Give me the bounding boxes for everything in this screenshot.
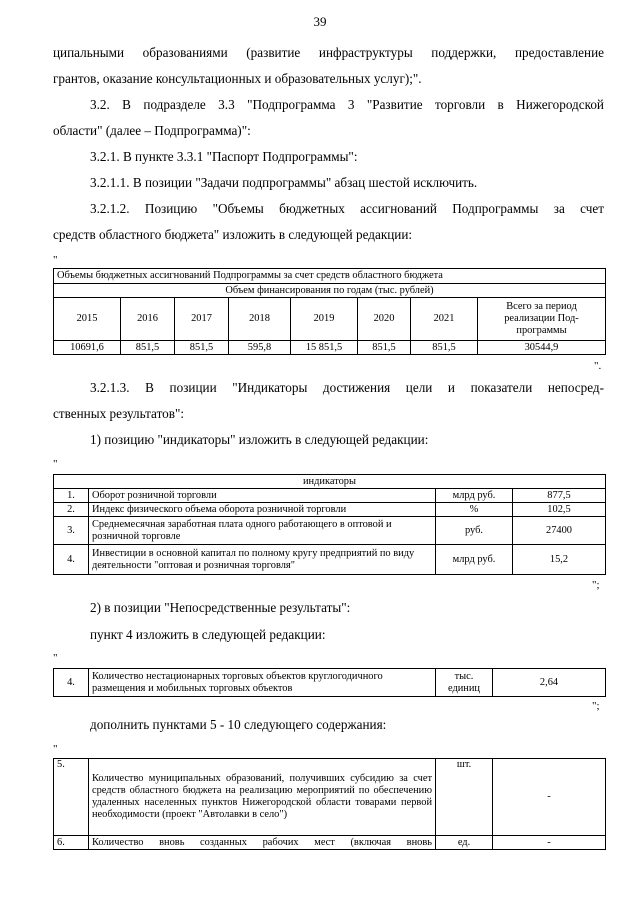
paragraph-2-line-2: области" (далее – Подпрограмма)":	[53, 123, 251, 138]
paragraph-1-line-1: ципальными образованиями (развитие инфраструктуры поддержки, предоставление	[53, 45, 604, 60]
table-row	[54, 503, 606, 517]
result-4-table	[53, 668, 606, 697]
paragraph-4: 3.2.1.1. В позиции "Задачи подпрограммы" абзац шестой исключить.	[90, 175, 478, 190]
paragraph-10: дополнить пунктами 5 - 10 следующего содержания:	[90, 717, 387, 732]
table-row	[54, 545, 606, 575]
indicator-name: Индекс физического объема оборота розничной торговли	[89, 503, 436, 517]
row-number: 3.	[54, 517, 89, 545]
table-row	[54, 836, 606, 850]
paragraph-5-line-1: 3.2.1.2. Позицию "Объемы бюджетных ассигнований Подпрограммы за счет	[90, 201, 604, 216]
total-header: Всего за период реализации Под-программы	[478, 298, 606, 341]
row-number: 5.	[54, 759, 89, 836]
indicator-value: 15,2	[513, 545, 606, 575]
result-name: Количество нестационарных торговых объектов круглогодичного размещения и мобильных торговых объектов	[89, 669, 436, 697]
close-quote: ".	[594, 360, 602, 372]
results-table	[53, 758, 606, 850]
row-number: 2.	[54, 503, 89, 517]
year-header: 2021	[411, 298, 478, 341]
year-value: 15 851,5	[291, 341, 358, 355]
paragraph-2-line-1: 3.2. В подразделе 3.3 "Подпрограмма 3 "Развитие торговли в Нижегородской	[90, 97, 604, 112]
open-quote: "	[53, 458, 58, 470]
paragraph-5-line-2: средств областного бюджета" изложить в следующей редакции:	[53, 227, 413, 242]
page-number: 39	[313, 14, 327, 29]
indicator-unit: руб.	[436, 517, 513, 545]
indicator-unit: млрд руб.	[436, 489, 513, 503]
budget-table	[53, 268, 606, 355]
open-quote: "	[53, 254, 58, 266]
paragraph-3: 3.2.1. В пункте 3.3.1 "Паспорт Подпрограммы":	[90, 149, 358, 164]
budget-table-title: Объемы бюджетных ассигнований Подпрограммы за счет средств областного бюджета	[54, 269, 606, 284]
indicator-value: 27400	[513, 517, 606, 545]
result-value: 2,64	[493, 669, 606, 697]
open-quote: "	[53, 652, 58, 664]
indicator-value: 877,5	[513, 489, 606, 503]
indicators-header: индикаторы	[54, 475, 606, 489]
year-header: 2017	[175, 298, 229, 341]
table-row	[54, 759, 606, 836]
year-header: 2019	[291, 298, 358, 341]
year-header: 2015	[54, 298, 121, 341]
row-number: 4.	[54, 545, 89, 575]
table-row	[54, 669, 606, 697]
year-value: 851,5	[411, 341, 478, 355]
row-number: 6.	[54, 836, 89, 850]
indicator-value: 102,5	[513, 503, 606, 517]
result-unit: тыс. единиц	[436, 669, 493, 697]
result-name: Количество муниципальных образований, получивших субсидию за счет средств областного бюджета на реализацию мероприятий по обеспечению удаленных населенных пунктов Нижегородской области товарами первой необходимости (проект "Автолавки в село")	[89, 759, 436, 836]
indicator-name: Оборот розничной торговли	[89, 489, 436, 503]
year-header: 2016	[121, 298, 175, 341]
open-quote: "	[53, 743, 58, 755]
paragraph-9: пункт 4 изложить в следующей редакции:	[90, 627, 326, 642]
year-value: 851,5	[175, 341, 229, 355]
result-unit: шт.	[436, 759, 493, 836]
table-row	[54, 517, 606, 545]
indicators-table	[53, 474, 606, 575]
paragraph-7: 1) позицию "индикаторы" изложить в следующей редакции:	[90, 432, 429, 447]
paragraph-8: 2) в позиции "Непосредственные результаты":	[90, 600, 351, 615]
year-header: 2020	[358, 298, 411, 341]
year-value: 851,5	[358, 341, 411, 355]
close-quote: ";	[592, 700, 600, 712]
year-value: 10691,6	[54, 341, 121, 355]
result-value: -	[493, 836, 606, 850]
result-unit: ед.	[436, 836, 493, 850]
indicator-name: Инвестиции в основной капитал по полному кругу предприятий по виду деятельности "оптовая и розничная торговля"	[89, 545, 436, 575]
row-number: 4.	[54, 669, 89, 697]
year-value: 595,8	[229, 341, 291, 355]
budget-table-subtitle: Объем финансирования по годам (тыс. рублей)	[54, 284, 606, 298]
result-value: -	[493, 759, 606, 836]
total-value: 30544,9	[478, 341, 606, 355]
indicator-name: Среднемесячная заработная плата одного работающего в оптовой и розничной торговле	[89, 517, 436, 545]
close-quote: ";	[592, 579, 600, 591]
paragraph-1-line-2: грантов, оказание консультационных и образовательных услуг);".	[53, 71, 422, 86]
table-row	[54, 489, 606, 503]
paragraph-6-line-1: 3.2.1.3. В позиции "Индикаторы достижения цели и показатели непосред-	[90, 380, 604, 395]
indicator-unit: %	[436, 503, 513, 517]
row-number: 1.	[54, 489, 89, 503]
year-header: 2018	[229, 298, 291, 341]
paragraph-6-line-2: ственных результатов":	[53, 406, 185, 421]
indicator-unit: млрд руб.	[436, 545, 513, 575]
result-name: Количество вновь созданных рабочих мест (включая вновь	[89, 836, 436, 850]
year-value: 851,5	[121, 341, 175, 355]
